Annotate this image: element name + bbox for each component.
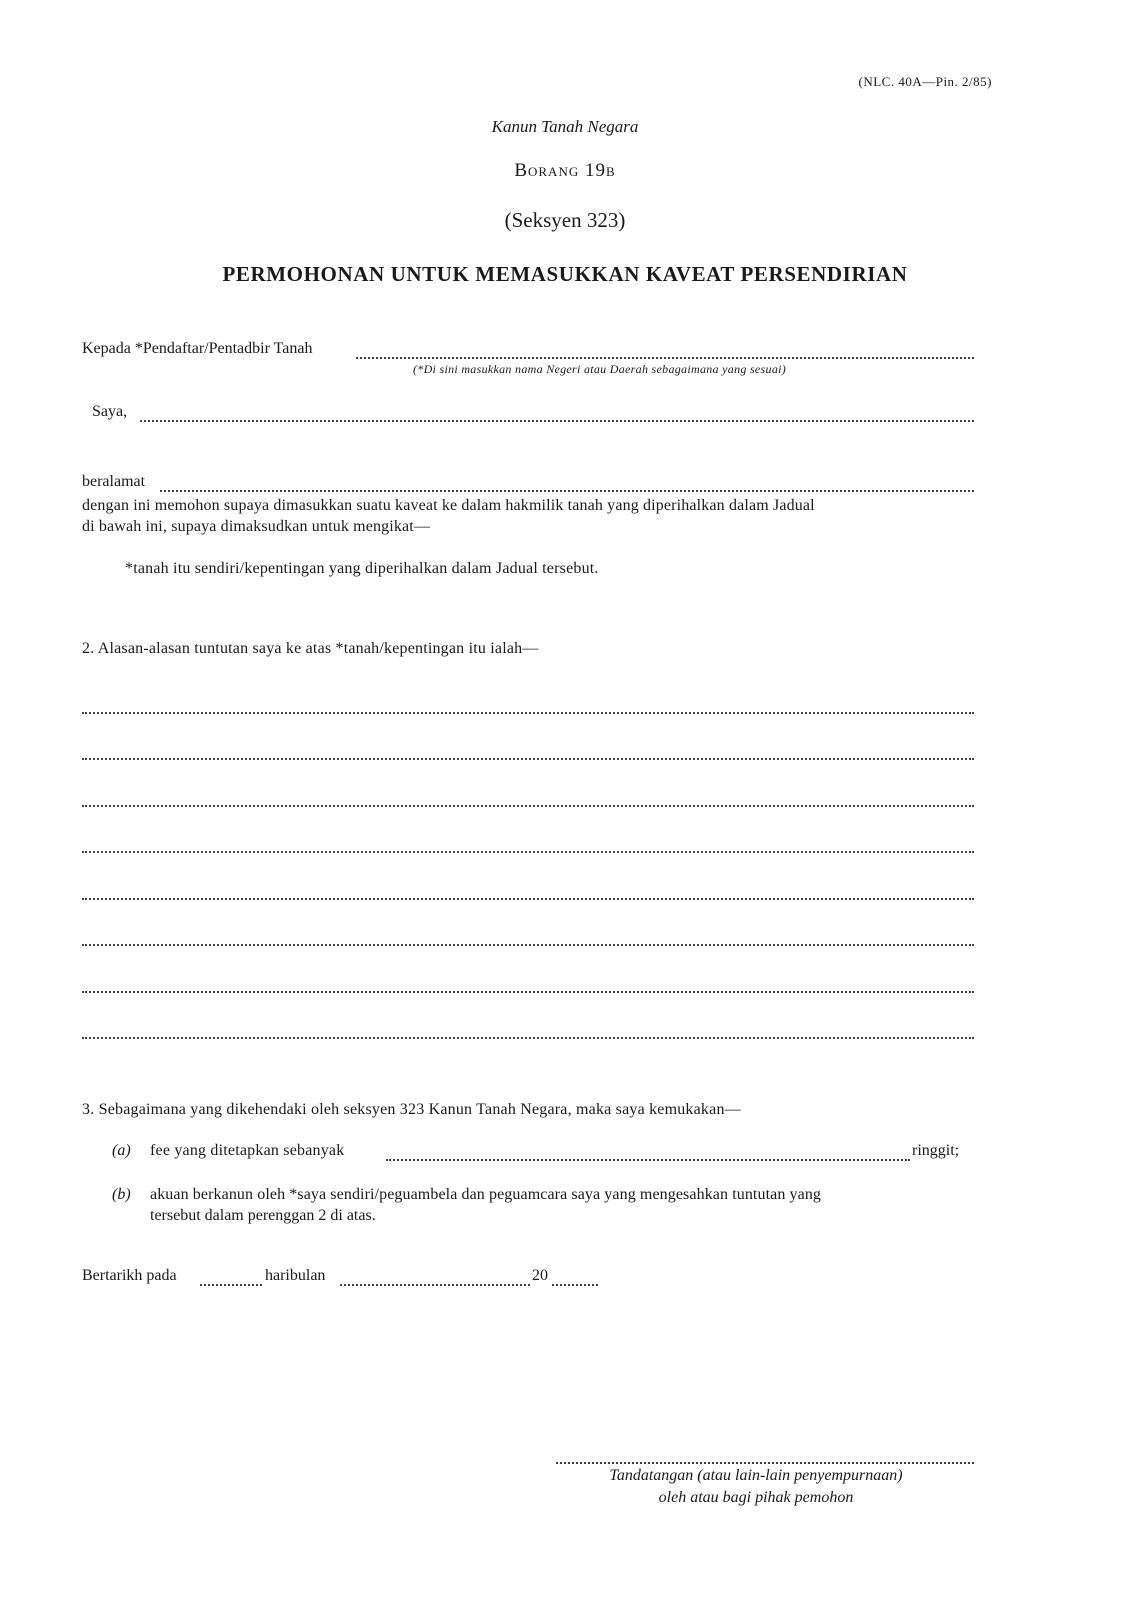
applicant-address-field[interactable] — [160, 490, 974, 492]
month-field[interactable] — [340, 1284, 530, 1286]
item-a-text: fee yang ditetapkan sebanyak — [150, 1142, 345, 1159]
item-a-suffix: ringgit; — [912, 1142, 960, 1159]
year-prefix: 20 — [532, 1267, 548, 1284]
item-b-line-1: akuan berkanun oleh *saya sendiri/peguambela dan peguamcara saya yang mengesahkan tuntutan yang — [150, 1186, 822, 1203]
form-number: Borang 19b — [514, 160, 616, 181]
section-reference: (Seksyen 323) — [504, 208, 626, 232]
grounds-line-4[interactable] — [82, 851, 974, 853]
day-field[interactable] — [200, 1284, 262, 1286]
signature-caption-line-2: oleh atau bagi pihak pemohon — [658, 1489, 854, 1506]
signature-field[interactable] — [556, 1462, 974, 1464]
form-title: PERMOHONAN UNTUK MEMASUKKAN KAVEAT PERSENDIRIAN — [222, 262, 908, 286]
applicant-name-label: Saya, — [92, 403, 128, 420]
signature-caption-line-1: Tandatangan (atau lain-lain penyempurnaan) — [609, 1467, 903, 1484]
fee-amount-field[interactable] — [386, 1159, 910, 1161]
date-prefix: Bertarikh pada — [82, 1267, 177, 1284]
paragraph-2-heading: 2. Alasan-alasan tuntutan saya ke atas *tanah/kepentingan itu ialah— — [82, 640, 539, 657]
grounds-line-6[interactable] — [82, 944, 974, 946]
grounds-line-3[interactable] — [82, 805, 974, 807]
addressee-label: Kepada *Pendaftar/Pentadbir Tanah — [82, 340, 313, 357]
addressee-note: (*Di sini masukkan nama Negeri atau Daerah sebagaimana yang sesuai) — [413, 362, 787, 376]
grounds-line-7[interactable] — [82, 991, 974, 993]
request-text-line-1: dengan ini memohon supaya dimasukkan suatu kaveat ke dalam hakmilik tanah yang diperihalkan dalam Jadual — [82, 497, 815, 514]
haribulan-label: haribulan — [265, 1267, 326, 1284]
paragraph-3-heading: 3. Sebagaimana yang dikehendaki oleh seksyen 323 Kanun Tanah Negara, maka saya kemukakan— — [82, 1101, 741, 1118]
form-reference: (NLC. 40A—Pin. 2/85) — [858, 74, 992, 89]
applicant-name-field[interactable] — [140, 420, 974, 422]
applicant-address-label: beralamat — [82, 473, 146, 490]
item-b-marker: (b) — [112, 1186, 131, 1203]
grounds-line-2[interactable] — [82, 758, 974, 760]
act-name: Kanun Tanah Negara — [491, 117, 639, 136]
grounds-line-8[interactable] — [82, 1037, 974, 1039]
year-field[interactable] — [552, 1284, 598, 1286]
grounds-line-5[interactable] — [82, 898, 974, 900]
grounds-line-1[interactable] — [82, 712, 974, 714]
item-a-marker: (a) — [112, 1142, 131, 1159]
binding-option: *tanah itu sendiri/kepentingan yang diperihalkan dalam Jadual tersebut. — [125, 560, 599, 577]
addressee-field[interactable] — [356, 357, 974, 359]
item-b-line-2: tersebut dalam perenggan 2 di atas. — [150, 1207, 376, 1224]
request-text-line-2: di bawah ini, supaya dimaksudkan untuk mengikat— — [82, 518, 431, 535]
